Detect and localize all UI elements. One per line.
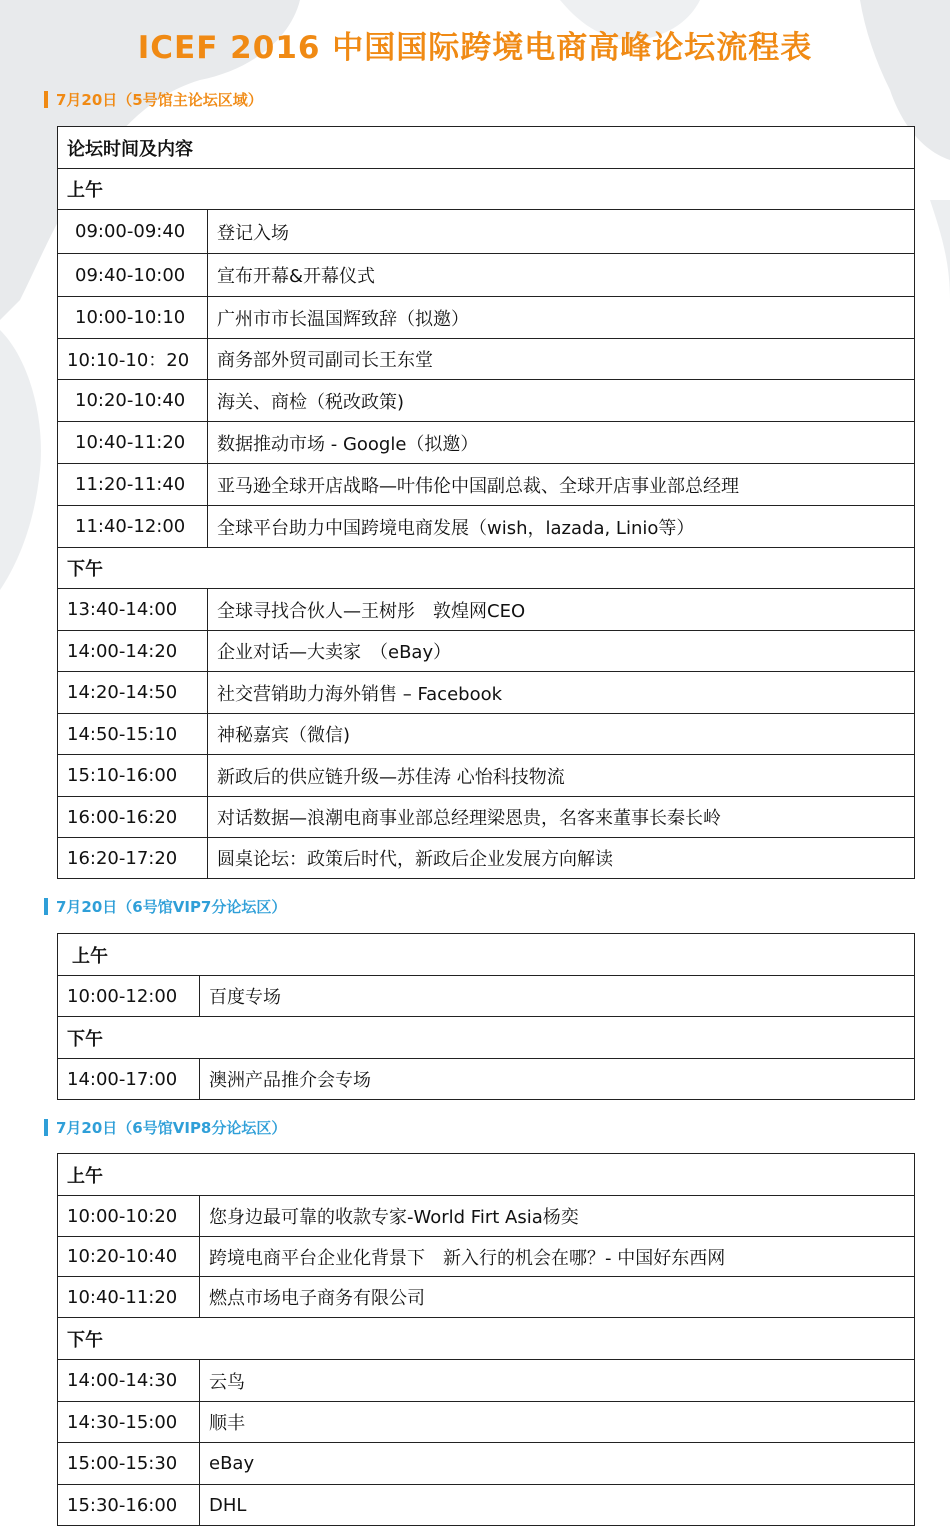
table-row xyxy=(58,797,915,838)
table-row xyxy=(58,1059,915,1100)
period-row-pm xyxy=(58,1318,915,1360)
table-row xyxy=(58,838,915,879)
table-row xyxy=(58,506,915,548)
event-cell: 登记入场 xyxy=(208,210,915,254)
event-cell: 数据推动市场 - Google（拟邀） xyxy=(208,422,915,464)
schedule-table-vip7 xyxy=(57,933,915,1100)
section-label-vip8 xyxy=(44,1117,286,1138)
event-cell: 燃点市场电子商务有限公司 xyxy=(200,1277,915,1318)
time-cell: 09:00-09:40 xyxy=(58,210,208,254)
event-cell: 亚马逊全球开店战略—叶伟伦中国副总裁、全球开店事业部总经理 xyxy=(208,464,915,506)
time-cell: 14:30-15:00 xyxy=(58,1402,200,1443)
time-cell: 15:00-15:30 xyxy=(58,1443,200,1485)
event-cell: 跨境电商平台企业化背景下 新入行的机会在哪？- 中国好东西网 xyxy=(200,1237,915,1277)
time-cell: 13:40-14:00 xyxy=(58,589,208,631)
schedule-table-main-forum xyxy=(57,126,915,879)
time-cell: 11:40-12:00 xyxy=(58,506,208,548)
period-label: 下午 xyxy=(58,1017,915,1059)
time-cell: 09:40-10:00 xyxy=(58,254,208,297)
period-label: 下午 xyxy=(58,548,915,589)
section-label-text: 7月20日（5号馆主论坛区域） xyxy=(56,91,263,109)
time-cell: 10:00-10:10 xyxy=(58,297,208,339)
time-cell: 16:00-16:20 xyxy=(58,797,208,838)
time-cell: 15:30-16:00 xyxy=(58,1485,200,1526)
event-cell: 神秘嘉宾（微信) xyxy=(208,714,915,755)
event-cell: 对话数据—浪潮电商事业部总经理梁恩贵，名客来董事长秦长岭 xyxy=(208,797,915,838)
event-cell: eBay xyxy=(200,1443,915,1485)
time-cell: 11:20-11:40 xyxy=(58,464,208,506)
table-row xyxy=(58,297,915,339)
section-label-vip7 xyxy=(44,896,286,917)
page-title: ICEF 2016 中国国际跨境电商高峰论坛流程表 xyxy=(137,30,813,66)
section-label-text: 7月20日（6号馆VIP7分论坛区） xyxy=(56,898,287,916)
event-cell: 商务部外贸司副司长王东堂 xyxy=(208,339,915,380)
table-row xyxy=(58,1277,915,1318)
event-cell: 顺丰 xyxy=(200,1402,915,1443)
time-cell: 14:50-15:10 xyxy=(58,714,208,755)
time-cell: 15:10-16:00 xyxy=(58,755,208,797)
section-marker xyxy=(44,91,48,108)
period-label: 上午 xyxy=(58,1154,915,1196)
time-cell: 10:20-10:40 xyxy=(58,1237,200,1277)
table-header-row xyxy=(58,127,915,169)
table-row xyxy=(58,210,915,254)
table-row xyxy=(58,672,915,714)
table-row xyxy=(58,380,915,422)
period-row-am xyxy=(58,934,915,976)
section-marker xyxy=(44,898,48,915)
event-cell: 企业对话—大卖家 （eBay） xyxy=(208,631,915,672)
table-row xyxy=(58,631,915,672)
event-cell: 全球平台助力中国跨境电商发展（wish，lazada, Linio等） xyxy=(208,506,915,548)
time-cell: 10:10-10：20 xyxy=(58,339,208,380)
event-cell: 全球寻找合伙人—王树彤 敦煌网CEO xyxy=(208,589,915,631)
table-row xyxy=(58,1485,915,1526)
time-cell: 10:00-12:00 xyxy=(58,976,200,1017)
event-cell: 宣布开幕&开幕仪式 xyxy=(208,254,915,297)
table-row xyxy=(58,976,915,1017)
time-cell: 14:00-17:00 xyxy=(58,1059,200,1100)
table-row xyxy=(58,1237,915,1277)
event-cell: 您身边最可靠的收款专家-World Firt Asia杨奕 xyxy=(200,1196,915,1237)
event-cell: 广州市市长温国辉致辞（拟邀） xyxy=(208,297,915,339)
event-cell: 海关、商检（税改政策) xyxy=(208,380,915,422)
time-cell: 10:40-11:20 xyxy=(58,422,208,464)
time-cell: 14:00-14:30 xyxy=(58,1360,200,1402)
table-row xyxy=(58,1196,915,1237)
schedule-table-vip8 xyxy=(57,1153,915,1526)
event-cell: DHL xyxy=(200,1485,915,1526)
table-row xyxy=(58,464,915,506)
event-cell: 新政后的供应链升级—苏佳涛 心怡科技物流 xyxy=(208,755,915,797)
period-row-am xyxy=(58,169,915,210)
event-cell: 百度专场 xyxy=(200,976,915,1017)
time-cell: 16:20-17:20 xyxy=(58,838,208,879)
event-cell: 澳洲产品推介会专场 xyxy=(200,1059,915,1100)
table-row xyxy=(58,254,915,297)
period-label: 下午 xyxy=(58,1318,915,1360)
section-label-main-forum xyxy=(44,89,263,110)
table-row xyxy=(58,714,915,755)
table-row xyxy=(58,589,915,631)
table-header: 论坛时间及内容 xyxy=(58,127,915,169)
period-row-pm xyxy=(58,548,915,589)
time-cell: 14:00-14:20 xyxy=(58,631,208,672)
period-row-am xyxy=(58,1154,915,1196)
event-cell: 圆桌论坛：政策后时代，新政后企业发展方向解读 xyxy=(208,838,915,879)
time-cell: 10:20-10:40 xyxy=(58,380,208,422)
period-row-pm xyxy=(58,1017,915,1059)
time-cell: 10:40-11:20 xyxy=(58,1277,200,1318)
table-row xyxy=(58,1402,915,1443)
time-cell: 14:20-14:50 xyxy=(58,672,208,714)
table-row xyxy=(58,755,915,797)
period-label: 上午 xyxy=(58,169,915,210)
section-marker xyxy=(44,1119,48,1136)
time-cell: 10:00-10:20 xyxy=(58,1196,200,1237)
table-row xyxy=(58,422,915,464)
table-row xyxy=(58,1360,915,1402)
period-label: 上午 xyxy=(58,934,915,976)
event-cell: 社交营销助力海外销售 – Facebook xyxy=(208,672,915,714)
table-row xyxy=(58,339,915,380)
section-label-text: 7月20日（6号馆VIP8分论坛区） xyxy=(56,1119,287,1137)
event-cell: 云鸟 xyxy=(200,1360,915,1402)
table-row xyxy=(58,1443,915,1485)
